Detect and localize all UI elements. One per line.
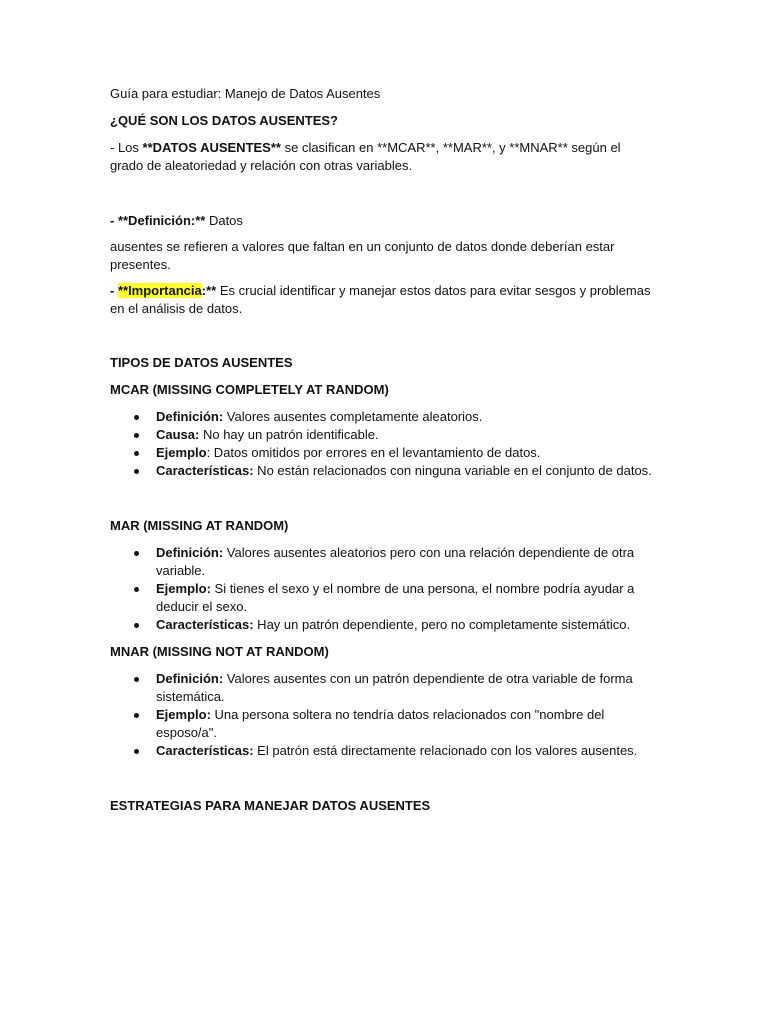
definicion-continuation: ausentes se refieren a valores que faltan en un conjunto de datos donde deberían estar presentes. xyxy=(110,239,615,272)
definicion-paragraph xyxy=(110,212,655,230)
list-item xyxy=(110,426,655,444)
list-item xyxy=(110,462,655,480)
mar-heading: MAR (MISSING AT RANDOM) xyxy=(110,518,289,533)
section-heading-que-son: ¿QUÉ SON LOS DATOS AUSENTES? xyxy=(110,113,339,128)
mcar-list xyxy=(110,408,655,480)
list-item xyxy=(110,706,655,742)
document-page xyxy=(110,85,655,815)
mcar-heading: MCAR (MISSING COMPLETELY AT RANDOM) xyxy=(110,382,389,397)
section-heading-tipos: TIPOS DE DATOS AUSENTES xyxy=(110,355,293,370)
importancia-dash: - xyxy=(110,283,118,298)
list-item-text: Valores ausentes con un patrón dependiente de otra variable de forma sistemática. xyxy=(156,671,633,704)
intro-paragraph xyxy=(110,139,655,175)
list-item-label: Causa: xyxy=(156,427,200,442)
list-item-label: Definición: xyxy=(156,671,224,686)
list-item-text: Una persona soltera no tendría datos relacionados con "nombre del esposo/a". xyxy=(156,707,605,740)
definicion-rest: Datos xyxy=(205,213,243,228)
intro-rest: se clasifican en **MCAR**, **MAR**, y **MNAR** según el grado de aleatoriedad y relación con otras variables. xyxy=(110,140,621,173)
list-item xyxy=(110,580,655,616)
intro-prefix: - Los xyxy=(110,140,143,155)
list-item-label: Características: xyxy=(156,743,254,758)
list-item-label: Definición: xyxy=(156,545,224,560)
importancia-paragraph xyxy=(110,282,655,318)
definicion-label: - **Definición:** xyxy=(110,213,206,228)
list-item-label: Definición: xyxy=(156,409,224,424)
mnar-list xyxy=(110,670,655,760)
list-item xyxy=(110,616,655,634)
list-item-label: Ejemplo: xyxy=(156,707,211,722)
list-item xyxy=(110,670,655,706)
list-item-label: Características: xyxy=(156,463,254,478)
mnar-heading: MNAR (MISSING NOT AT RANDOM) xyxy=(110,644,329,659)
list-item-text: Si tienes el sexo y el nombre de una persona, el nombre podría ayudar a deducir el sexo. xyxy=(156,581,635,614)
mar-list xyxy=(110,544,655,634)
list-item-text: No hay un patrón identificable. xyxy=(199,427,379,442)
list-item-text: No están relacionados con ninguna variable en el conjunto de datos. xyxy=(253,463,652,478)
list-item-label: Ejemplo: xyxy=(156,581,211,596)
document-title: Guía para estudiar: Manejo de Datos Ausentes xyxy=(110,86,381,101)
list-item xyxy=(110,742,655,760)
list-item xyxy=(110,408,655,426)
list-item xyxy=(110,544,655,580)
list-item-label: Ejemplo xyxy=(156,445,207,460)
section-heading-estrategias: ESTRATEGIAS PARA MANEJAR DATOS AUSENTES xyxy=(110,798,431,813)
list-item xyxy=(110,444,655,462)
importancia-highlight: **Importancia xyxy=(117,283,202,298)
list-item-text: El patrón está directamente relacionado con los valores ausentes. xyxy=(253,743,638,758)
list-item-text: : Datos omitidos por errores en el levantamiento de datos. xyxy=(206,445,541,460)
importancia-rest: Es crucial identificar y manejar estos datos para evitar sesgos y problemas en el análisis de datos. xyxy=(110,283,651,316)
list-item-text: Valores ausentes aleatorios pero con una relación dependiente de otra variable. xyxy=(156,545,635,578)
intro-bold: **DATOS AUSENTES** xyxy=(142,140,281,155)
importancia-bold-tail: :** xyxy=(201,283,217,298)
list-item-label: Características: xyxy=(156,617,254,632)
list-item-text: Valores ausentes completamente aleatorios. xyxy=(223,409,483,424)
list-item-text: Hay un patrón dependiente, pero no completamente sistemático. xyxy=(253,617,631,632)
